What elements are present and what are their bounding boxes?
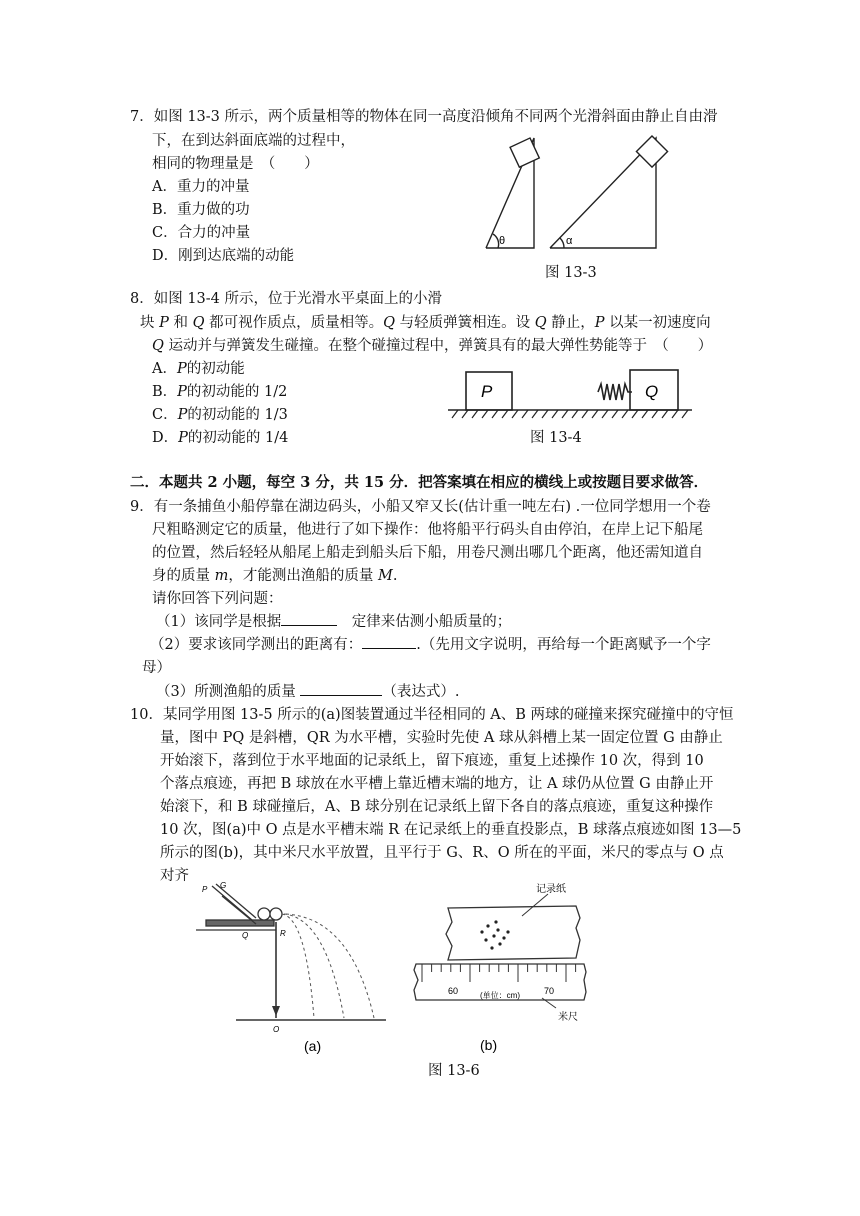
q7-option-d: D．刚到达底端的动能 [152, 248, 295, 264]
q9-sub2: （2）要求该同学测出的距离有： .（先用文字说明，再给每一个距离赋予一个字 [150, 634, 711, 656]
angle-theta-label: θ [499, 235, 506, 247]
fig-13-4-caption: 图 13-4 [530, 430, 582, 446]
angle-alpha-label: α [566, 235, 573, 247]
q9-blank-3[interactable] [300, 681, 382, 696]
q7-option-c: C．合力的冲量 [152, 225, 251, 241]
q9-line1: 9．有一条捕鱼小船停靠在湖边码头，小船又窄又长(估计重一吨左右) .一位同学想用一个卷 [130, 499, 711, 515]
q10-line1: 10．某同学用图 13-5 所示的(a)图装置通过半径相同的 A、B 两球的碰撞来探究碰撞中的守恒 [130, 707, 734, 723]
q7-line3: 相同的物理量是 （ ） [152, 156, 319, 172]
trajectories [282, 914, 374, 1018]
q7-line2: 下，在到达斜面底端的过程中， [152, 133, 355, 149]
q9-sub1: （1）该同学是根据 定律来估测小船质量的； [156, 611, 511, 633]
q10-line7: 所示的图(b)，其中米尺水平放置，且平行于 G、R、O 所在的平面，米尺的零点与 O 点 [160, 845, 724, 861]
q8-line3: Q 运动并与弹簧发生碰撞。在整个碰撞过程中，弹簧具有的最大弹性势能等于 （ ） [152, 338, 713, 354]
label-q: Q [242, 931, 249, 940]
inclined-chute [212, 886, 252, 920]
ruler-label: 米尺 [558, 1012, 578, 1023]
unit-label: (单位：cm) [480, 991, 520, 1000]
q9-sub2-cont: 母） [142, 660, 171, 676]
fig-13-6-caption: 图 13-6 [428, 1063, 480, 1079]
q9-blank-1[interactable] [281, 611, 337, 626]
q10-line5: 始滚下，和 B 球碰撞后，A、B 球分别在记录纸上留下各自的落点痕迹，重复这种操作 [160, 799, 714, 815]
q9-line3: 的位置，然后轻轻从船尾上船走到船头后下船，用卷尺测出哪几个距离，他还需知道自 [152, 545, 703, 561]
ball-b [270, 908, 282, 920]
q10-line3: 开始滚下，落到位于水平地面的记录纸上，留下痕迹，重复上述操作 10 次，得到 10 [160, 753, 704, 769]
horizontal-chute [206, 920, 274, 926]
q8-option-c: C．P的初动能的 1/3 [152, 407, 288, 423]
label-o: O [273, 1025, 280, 1034]
q8-option-a: A．P的初动能 [152, 361, 245, 377]
plumb-arrow [272, 1006, 280, 1016]
q9-blank-2[interactable] [362, 634, 416, 649]
q9-line2: 尺粗略测定它的质量，他进行了如下操作：他将船平行码头自由停泊，在岸上记下船尾 [152, 522, 703, 538]
tick-label-70: 70 [544, 986, 555, 996]
label-r: R [280, 929, 286, 938]
q10-line6: 10 次，图(a)中 O 点是水平槽末端 R 在记录纸上的垂直投影点，B 球落点痕迹如图 13—5 [160, 822, 742, 838]
table-hatching [452, 410, 688, 418]
q8-option-b: B．P的初动能的 1/2 [152, 384, 288, 400]
q9-sub3: （3）所测渔船的质量 （表达式）. [156, 681, 459, 703]
fig-a-label: (a) [304, 1038, 322, 1054]
tick-label-60: 60 [448, 986, 459, 996]
incline-right [550, 136, 668, 248]
section-2-heading: 二．本题共 2 小题，每空 3 分，共 15 分．把答案填在相应的横线上或按题目要求做答． [130, 474, 709, 491]
paper-label: 记录纸 [536, 884, 566, 895]
q8-option-d: D．P的初动能的 1/4 [152, 430, 289, 446]
fig-13-3-caption: 图 13-3 [545, 265, 597, 281]
block-q-label: Q [645, 382, 659, 401]
q7-option-a: A．重力的冲量 [152, 179, 250, 195]
fig-13-6b-record-paper [408, 882, 598, 1057]
q7-option-b: B．重力做的功 [152, 202, 250, 218]
q9-line4: 身的质量 m，才能测出渔船的质量 M. [152, 568, 398, 584]
q10-line4: 个落点痕迹，再把 B 球放在水平槽上靠近槽末端的地方，让 A 球仍从位置 G 由静止开 [160, 776, 714, 792]
q9-line5: 请你回答下列问题： [152, 591, 283, 607]
label-g: G [220, 881, 227, 890]
record-paper [446, 906, 580, 960]
spring [598, 384, 632, 400]
q8-line1: 8．如图 13-4 所示，位于光滑水平桌面上的小滑 [130, 291, 443, 307]
block-p-label: P [481, 382, 493, 401]
q8-line2: 块 P 和 Q 都可视作质点，质量相等。Q 与轻质弹簧相连。设 Q 静止，P 以某一初速度向 [140, 315, 711, 331]
fig-13-3-inclines [470, 130, 700, 255]
q7-line1: 7．如图 13-3 所示，两个质量相等的物体在同一高度沿倾角不同两个光滑斜面由静止自由滑 [130, 109, 718, 125]
q10-line2: 量，图中 PQ 是斜槽，QR 为水平槽，实验时先使 A 球从斜槽上某一固定位置 G 由静止 [160, 730, 723, 746]
ball-a [258, 908, 270, 920]
fig-13-6a-apparatus [196, 878, 396, 1058]
fig-13-4-blocks [440, 364, 700, 426]
label-p: P [202, 885, 208, 894]
incline-left [486, 138, 539, 248]
fig-b-label: (b) [480, 1037, 498, 1053]
q10-line8: 对齐 [160, 868, 189, 884]
